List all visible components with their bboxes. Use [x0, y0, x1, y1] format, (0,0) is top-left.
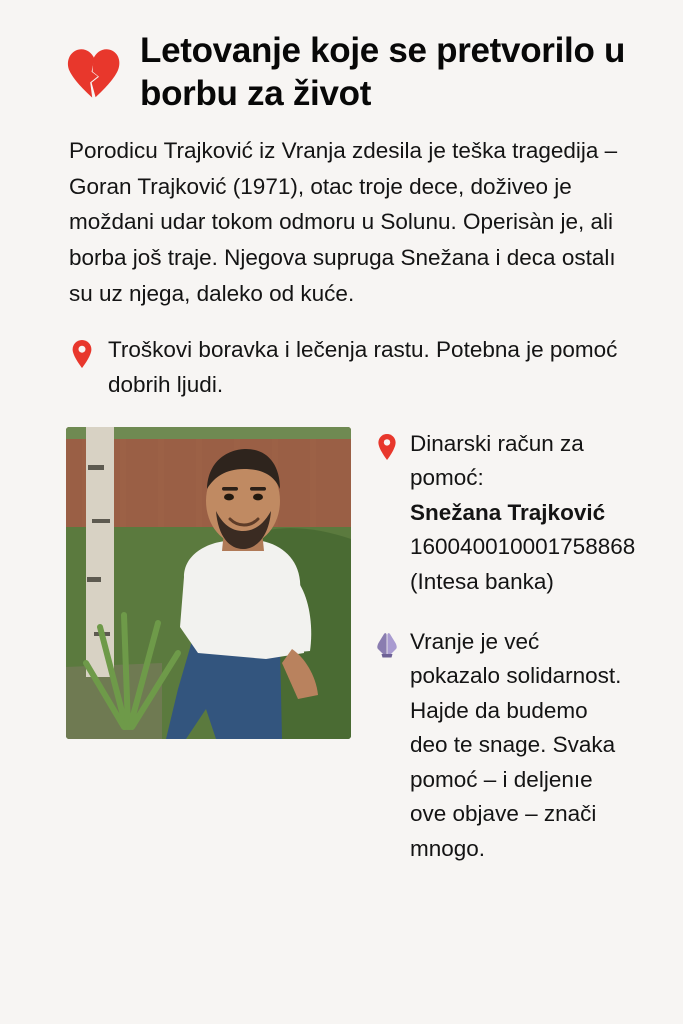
note-row	[69, 333, 628, 403]
intro-paragraph: Porodicu Trajković iz Vranja zdesila je teška tragedija – Goran Trajković (1971), otac troje dece, doživeo je moždani udar tokom odmoru u Solunu. Operisàn je, ali borba još traje. Njegova supruga Snežana i deca ostalı su uz njega, daleko od kuće.	[69, 138, 618, 306]
account-bank: (Intesa banka)	[410, 568, 554, 594]
appeal-row	[375, 625, 628, 866]
details-column	[375, 427, 636, 866]
folded-hands-icon	[375, 631, 399, 659]
page-title: Letovanje koje se pretvorilo u borbu za život	[140, 31, 626, 113]
appeal-text: Vranje je već pokazalo solidarnost. Hajde da budemo deo te snage. Svaka pomoć – i deljenıe ove objave – znači mnogo.	[410, 628, 622, 861]
account-row	[375, 427, 636, 599]
post-header	[66, 30, 628, 115]
account-label: Dinarski račun za pomoć:	[410, 430, 584, 491]
account-holder: Snežana Trajković	[410, 499, 606, 525]
avatar	[66, 427, 351, 739]
note-text: Troškovi boravka i lečenja rastu. Potebna je pomoć dobrih ljudi.	[108, 337, 618, 397]
broken-heart-icon	[66, 46, 122, 106]
account-details	[410, 427, 635, 599]
location-pin-icon	[69, 339, 95, 369]
location-pin-icon	[375, 433, 399, 461]
account-number: 160040010001758868	[410, 534, 636, 560]
photo-and-details	[66, 427, 636, 866]
